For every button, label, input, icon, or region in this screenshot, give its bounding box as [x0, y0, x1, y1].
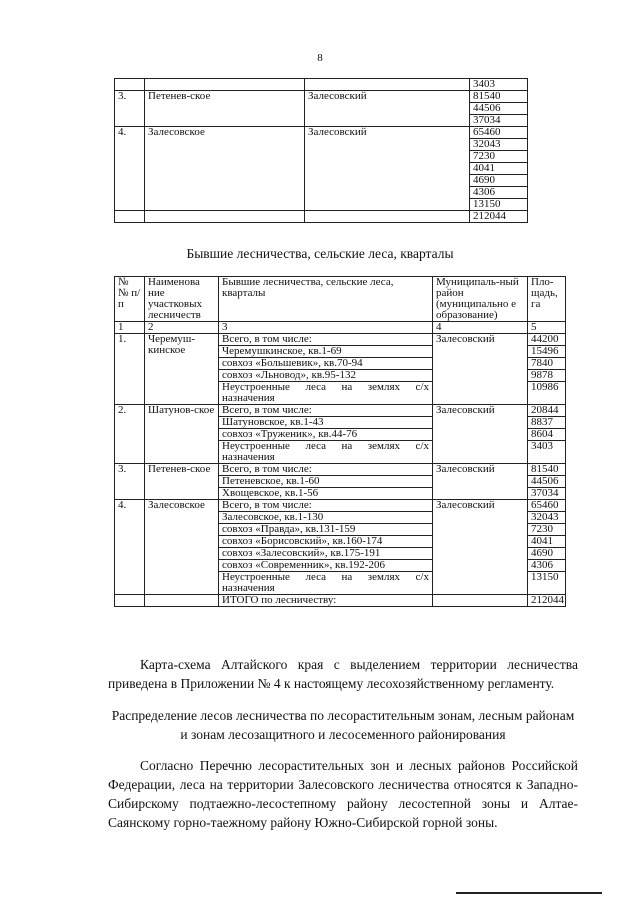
area-value: 13150 [528, 572, 566, 595]
table-row [115, 127, 528, 139]
header-district: Муниципаль-ный район (муниципально е образование) [433, 277, 528, 322]
district-name: Залесовский [433, 500, 528, 595]
area-value: 7840 [528, 358, 566, 370]
former-forestry-cell: совхоз «Правда», кв.131-159 [219, 524, 433, 536]
area-value: 81540 [470, 91, 528, 103]
area-value: 37034 [528, 488, 566, 500]
forestry-name: Черемуш-кинское [145, 334, 219, 405]
former-forestry-cell: Всего, в том числе: [219, 500, 433, 512]
former-forestry-cell: совхоз «Льновод», кв.95-132 [219, 370, 433, 382]
area-value: 4306 [528, 560, 566, 572]
former-forestry-cell: совхоз «Современник», кв.192-206 [219, 560, 433, 572]
district-name: Залесовский [433, 334, 528, 405]
former-forestry-cell: Всего, в том числе: [219, 464, 433, 476]
row-number: 3. [115, 464, 145, 500]
row-number: 2. [115, 405, 145, 464]
area-value: 81540 [528, 464, 566, 476]
empty-cell [145, 595, 219, 607]
area-value: 37034 [470, 115, 528, 127]
area-value: 9878 [528, 370, 566, 382]
district-name [305, 211, 470, 223]
area-value: 7230 [528, 524, 566, 536]
area-value: 4041 [528, 536, 566, 548]
former-forestry-cell: совхоз «Большевик», кв.70-94 [219, 358, 433, 370]
area-value: 4306 [470, 187, 528, 199]
forestry-name [145, 79, 305, 91]
table-row [115, 464, 566, 476]
area-value: 65460 [470, 127, 528, 139]
area-value: 32043 [528, 512, 566, 524]
header-area: Пло-щадь, га [528, 277, 566, 322]
former-forestry-cell: Петеневское, кв.1-60 [219, 476, 433, 488]
former-forestry-cell: Неустроенные леса на землях с/х назначения [219, 572, 433, 595]
former-forestry-cell: совхоз «Залесовский», кв.175-191 [219, 548, 433, 560]
section-heading: Бывшие лесничества, сельские леса, кварталы [186, 246, 454, 261]
area-value: 8604 [528, 429, 566, 441]
former-forestry-cell: совхоз «Борисовский», кв.160-174 [219, 536, 433, 548]
subsection-heading: Распределение лесов лесничества по лесорастительным зонам, лесным районам и зонам лесозащитного и лесосеменного районирования [111, 708, 575, 742]
former-forestry-cell: Шатуновское, кв.1-43 [219, 417, 433, 429]
area-value: 3403 [470, 79, 528, 91]
row-number: 3. [115, 91, 145, 127]
forestry-name: Петенев-ское [145, 464, 219, 500]
footer-divider [456, 892, 602, 894]
area-value: 44506 [528, 476, 566, 488]
table-row [115, 334, 566, 346]
row-number [115, 211, 145, 223]
table-row [115, 79, 528, 91]
area-value: 8837 [528, 417, 566, 429]
paragraph-forest-zones: Согласно Перечню лесорастительных зон и лесных районов Российской Федерации, леса на территории Залесовского лесничества относятся к Западно-Сибирскому подтаежно-лесостепному району лесостепной зоны и Алтае-Саянскому горно-таежному району Южно-Сибирской горной зоны. [108, 758, 578, 830]
area-value: 20844 [528, 405, 566, 417]
forestry-name: Шатунов-ское [145, 405, 219, 464]
former-forestry-cell: Всего, в том числе: [219, 334, 433, 346]
forestry-table [114, 276, 566, 607]
table-row [115, 91, 528, 103]
area-value: 44506 [470, 103, 528, 115]
area-value: 32043 [470, 139, 528, 151]
row-number: 4. [115, 500, 145, 595]
index-cell: 4 [433, 322, 528, 334]
area-value: 212044 [470, 211, 528, 223]
paragraph-map-reference: Карта-схема Алтайского края с выделением территории лесничества приведена в Приложении № 4 к настоящему лесохозяйственному регламенту. [108, 657, 578, 691]
former-forestry-cell: Хвощевское, кв.1-56 [219, 488, 433, 500]
table-row [115, 500, 566, 512]
total-row [115, 595, 566, 607]
table-index-row [115, 322, 566, 334]
area-value: 4690 [528, 548, 566, 560]
area-value: 15496 [528, 346, 566, 358]
top-table-body [115, 79, 528, 223]
forestry-name [145, 211, 305, 223]
former-forestry-cell: Залесовское, кв.1-130 [219, 512, 433, 524]
former-forestry-cell: Черемушкинское, кв.1-69 [219, 346, 433, 358]
district-name: Залесовский [433, 405, 528, 464]
index-cell: 1 [115, 322, 145, 334]
row-number: 1. [115, 334, 145, 405]
empty-cell [115, 595, 145, 607]
header-former-forestries: Бывшие лесничества, сельские леса, кварталы [219, 277, 433, 322]
area-value: 10986 [528, 382, 566, 405]
table-header-row [115, 277, 566, 322]
area-value: 13150 [470, 199, 528, 211]
district-name: Залесовский [305, 127, 470, 211]
area-value: 3403 [528, 441, 566, 464]
row-number: 4. [115, 127, 145, 211]
area-value: 65460 [528, 500, 566, 512]
header-name: Наименова ние участковых лесничеств [145, 277, 219, 322]
header-num: № № п/п [115, 277, 145, 322]
table-row [115, 405, 566, 417]
row-number [115, 79, 145, 91]
index-cell: 2 [145, 322, 219, 334]
index-cell: 3 [219, 322, 433, 334]
district-name: Залесовский [433, 464, 528, 500]
former-forestry-cell: Неустроенные леса на землях с/х назначения [219, 382, 433, 405]
former-forestry-cell: Всего, в том числе: [219, 405, 433, 417]
area-value: 44200 [528, 334, 566, 346]
forestry-table-body [115, 277, 566, 607]
area-value: 7230 [470, 151, 528, 163]
area-value: 4041 [470, 163, 528, 175]
district-name [305, 79, 470, 91]
top-continuation-table [114, 78, 528, 223]
total-label: ИТОГО по лесничеству: [219, 595, 433, 607]
index-cell: 5 [528, 322, 566, 334]
forestry-name: Залесовское [145, 127, 305, 211]
forestry-name: Залесовское [145, 500, 219, 595]
table-row [115, 211, 528, 223]
former-forestry-cell: совхоз «Труженик», кв.44-76 [219, 429, 433, 441]
total-area: 212044 [528, 595, 566, 607]
empty-cell [433, 595, 528, 607]
former-forestry-cell: Неустроенные леса на землях с/х назначения [219, 441, 433, 464]
page-number: 8 [317, 52, 323, 64]
forestry-name: Петенев-ское [145, 91, 305, 127]
district-name: Залесовский [305, 91, 470, 127]
area-value: 4690 [470, 175, 528, 187]
